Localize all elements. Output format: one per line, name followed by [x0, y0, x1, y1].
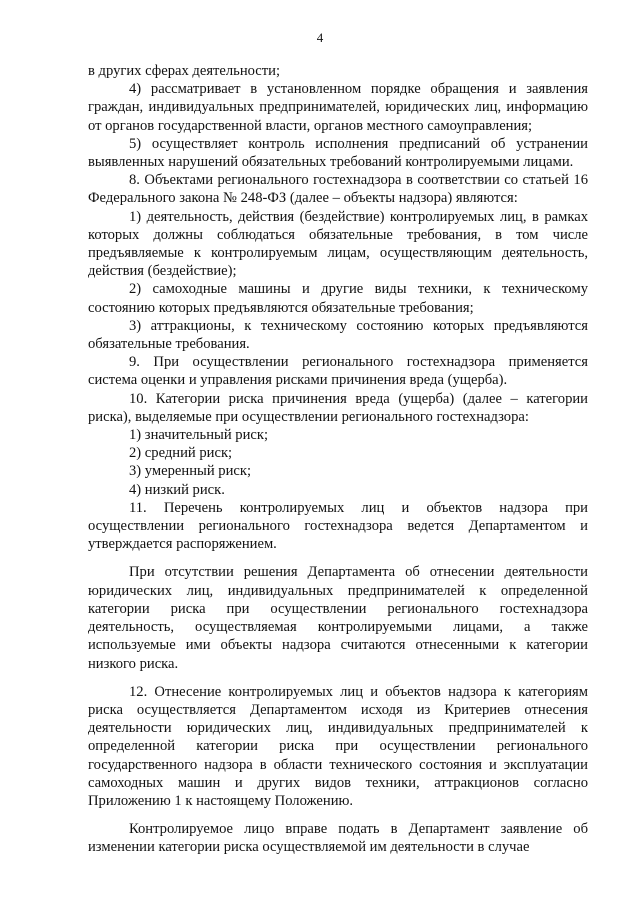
paragraph-no-decision: При отсутствии решения Департамента об отнесении деятельности юридических лиц, индивидуальных предпринимателей к определенной категории риска при осуществлении регионального гостехнадзора деятельность, осуществляемая контролируемыми лицами, а также используемые ими объекты надзора считаются отнесенными к категории низкого риска. [88, 564, 588, 672]
paragraph-clause-9: 9. При осуществлении регионального гостехнадзора применяется система оценки и управления рисками причинения вреда (ущерба). [88, 354, 588, 389]
paragraph-change-request: Контролируемое лицо вправе подать в Департамент заявление об изменении категории риска осуществляемой им деятельности в случае [88, 821, 588, 856]
paragraph-item-4: 4) рассматривает в установленном порядке обращения и заявления граждан, индивидуальных предпринимателей, юридических лиц, информацию от органов государственной власти, органов местного самоуправления; [88, 81, 588, 134]
risk-category-medium: 2) средний риск; [129, 445, 233, 462]
paragraph-clause-8: 8. Объектами регионального гостехнадзора в соответствии со статьей 16 Федерального закона № 248-ФЗ (далее – объекты надзора) являются: [88, 172, 588, 207]
paragraph-item-5: 5) осуществляет контроль исполнения предписаний об устранении выявленных нарушений обязательных требований контролируемыми лицами. [88, 135, 588, 171]
paragraph-clause-8-item-3: 3) аттракционы, к техническому состоянию которых предъявляются обязательные требования. [88, 317, 588, 353]
paragraph-continuation: в других сферах деятельности; [88, 63, 281, 79]
document-body [88, 62, 588, 857]
paragraph-clause-10: 10. Категории риска причинения вреда (ущерба) (далее – категории риска), выделяемые при осуществлении регионального гостехнадзора: [88, 390, 588, 425]
paragraph-clause-8-item-2: 2) самоходные машины и другие виды техники, к техническому состоянию которых предъявляются обязательные требования; [88, 281, 588, 316]
risk-category-significant: 1) значительный риск; [129, 427, 269, 444]
page-number: 4 [316, 30, 324, 45]
paragraph-clause-11: 11. Перечень контролируемых лиц и объектов надзора при осуществлении регионального гостехнадзора ведется Департаментом и утверждается распоряжением. [88, 499, 588, 553]
paragraph-clause-8-item-1: 1) деятельность, действия (бездействие) контролируемых лиц, в рамках которых должны соблюдаться обязательные требования, в том числе предъявляемые к контролируемым лицам, осуществляющим деятельность, действия (бездействие); [88, 208, 588, 280]
paragraph-clause-12: 12. Отнесение контролируемых лиц и объектов надзора к категориям риска осуществляется Департаментом исходя из Критериев отнесения деятельности юридических лиц, индивидуальных предпринимателей к определенной категории риска при осуществлении регионального государственного надзора в области технического состояния и эксплуатации самоходных машин и других видов техники, аттракционов согласно Приложению 1 к настоящему Положению. [88, 683, 588, 809]
risk-category-low: 4) низкий риск. [129, 481, 225, 498]
risk-category-moderate: 3) умеренный риск; [129, 463, 252, 480]
